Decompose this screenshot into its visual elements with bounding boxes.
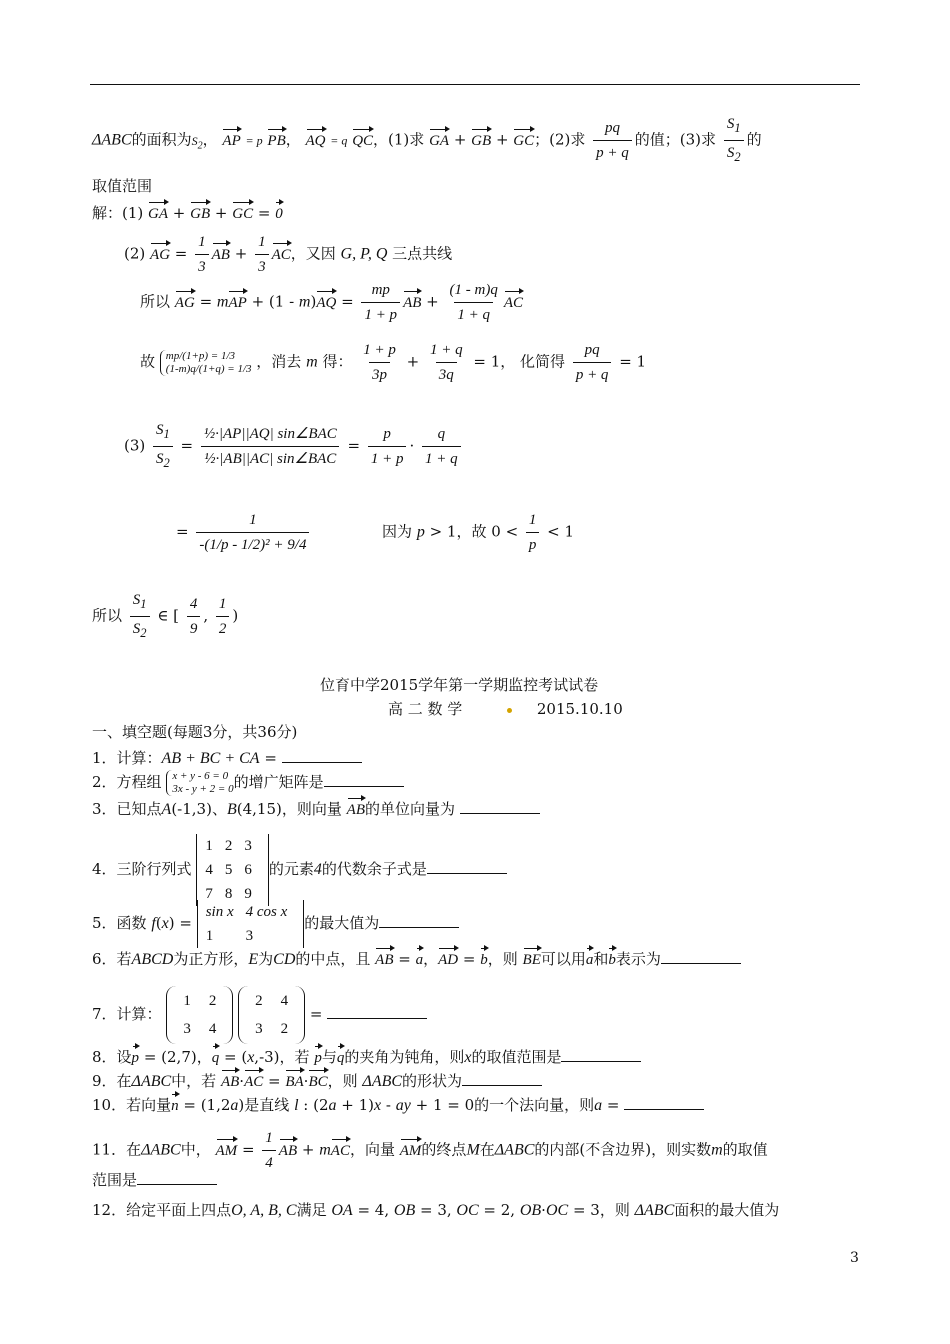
question-5: 5．函数 f(x) = sin x 4 cos x 1 3 的最大值为	[92, 900, 459, 948]
given-line: ΔABC的面积为$S_2$， AP = p PB， AQ = q QC，(1)求 GA + GB + GC；(2)求 $\frac{pq}{p + q}$ 的值；(3)求 $\frac{S_1}{S_2}$ 的	[92, 114, 762, 167]
range-text: 取值范围	[92, 177, 153, 195]
determinant-2x2: sin x 4 cos x 1 3	[197, 900, 305, 948]
question-12: 12．给定平面上四点O, A, B, C满足 OA = 4, OB = 3, OC = 2, OB·OC = 3，则 ΔABC面积的最大值为	[92, 1201, 780, 1219]
exam-subtitle: 高 二 数 学 2015.10.10	[388, 700, 623, 718]
solution-part3b: = $\frac{1}{\text{-(1/p - 1/2)² + 9/4}}$ 因为 p > 1，故 0 < $\frac{1}{p}$ < 1	[176, 512, 575, 553]
question-6: 6．若ABCD为正方形，E为CD的中点，且 AB = a，AD = b，则 BE可以用a和b表示为	[92, 946, 741, 970]
section-heading: 一、填空题(每题3分，共36分)	[92, 723, 298, 741]
question-10: 10．若向量n = (1,2a)是直线 l : (2a + 1)x - ay + 1 = 0的一个法向量，则a =	[92, 1092, 704, 1116]
question-4: 4．三阶行列式 1 2 3 4 5 6 7 8 9 的元素4的代数余子式是	[92, 834, 507, 906]
decoration-dot	[507, 708, 512, 713]
question-7: 7．计算： 1 2 3 4 2 4 3 2 =	[92, 986, 427, 1044]
matrix-a: 1 2 3 4	[166, 986, 233, 1044]
solution-suoyi: 所以 AG = mAP + (1 - m)AQ = $\frac{mp}{1 + p}$ AB + $\frac{(1 - m)q}{1 + q}$ AC	[140, 282, 523, 323]
exam-title: 位育中学2015学年第一学期监控考试试卷	[320, 676, 599, 694]
solution-part1: 解：(1) GA + GB + GC = 0	[92, 200, 283, 224]
question-9: 9．在ΔABC中，若 AB·AC = BA·BC，则 ΔABC的形状为	[92, 1068, 542, 1092]
question-1: 1．计算：AB + BC + CA =	[92, 748, 362, 769]
solution-part2: (2) AG = $\frac{1}{3}$ AB + $\frac{1}{3}$ AC，又因 G, P, Q 三点共线	[124, 234, 453, 275]
solution-part3: (3) $\frac{S_1}{S_2}$ = $\frac{\text{½·|AP||AQ| sin∠BAC}}{\text{½·|AB||AC| sin∠BAC}}$ = $\frac{p}{1 + p}$ · $\frac{q}{1 + q}$	[124, 420, 464, 473]
matrix-b: 2 4 3 2	[238, 986, 305, 1044]
question-11-cont: 范围是	[92, 1170, 217, 1190]
question-8: 8．设p = (2,7)，q = (x,-3)，若 p与q的夹角为钝角，则x的取值范围是	[92, 1044, 641, 1068]
header-rule	[90, 84, 860, 85]
solution-final: 所以 $\frac{S_1}{S_2}$ ∈ [ $\frac{4}{9}$ , $\frac{1}{2}$ )	[92, 590, 238, 643]
question-11: 11．在ΔABC中， AM = $\frac{1}{4}$ AB + mAC，向量 AM的终点M在ΔABC的内部(不含边界)，则实数m的取值	[92, 1130, 768, 1171]
page-number: 3	[850, 1250, 859, 1266]
question-3: 3．已知点A(-1,3)、B(4,15)，则向量 AB的单位向量为	[92, 796, 540, 820]
determinant-3x3: 1 2 3 4 5 6 7 8 9	[196, 834, 269, 906]
solution-gu: 故 mp/(1+p) = 1/3 (1-m)q/(1+q) = 1/3 ，消去 m 得： $\frac{1 + p}{3p}$ + $\frac{1 + q}{3q}$ = 1， 化简得 $\frac{pq}{p + q}$ = 1	[140, 342, 647, 383]
question-2: 2．方程组 x + y - 6 = 0 3x - y + 2 = 0的增广矩阵是	[92, 770, 404, 796]
